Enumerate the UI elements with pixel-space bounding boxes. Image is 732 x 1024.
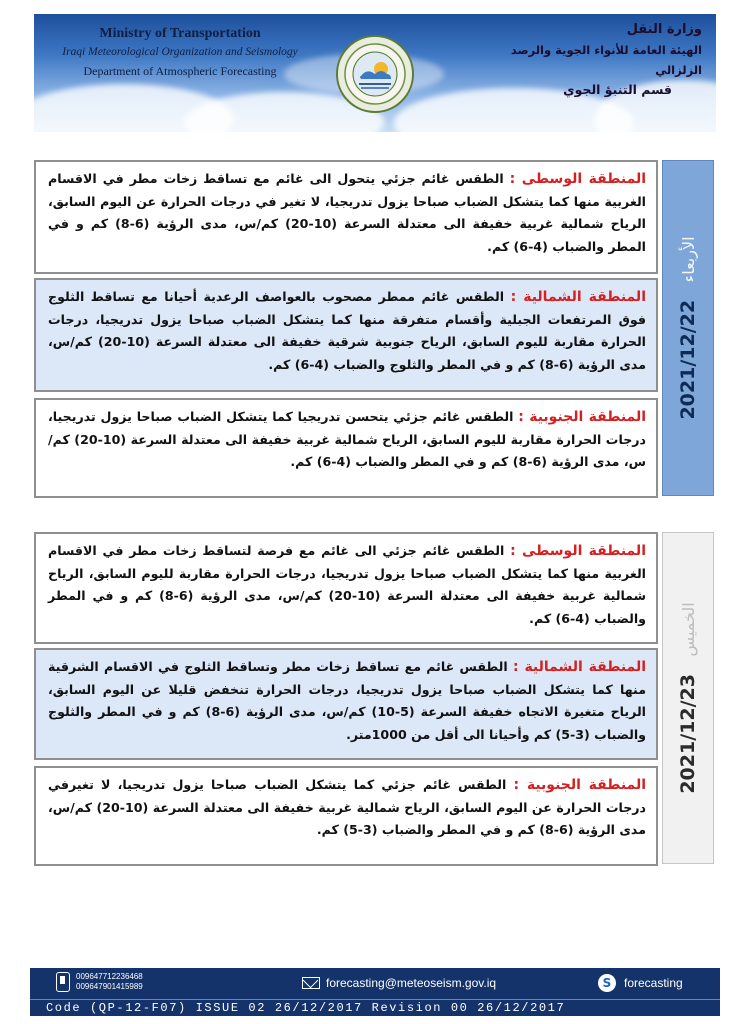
phone-number: 009647901415989	[76, 982, 143, 991]
footer-divider	[30, 999, 720, 1000]
forecast-northern-region	[34, 648, 658, 760]
header-arabic	[472, 20, 702, 100]
phone-icon	[56, 972, 70, 992]
footer	[30, 968, 720, 1016]
skype-icon: S	[598, 974, 616, 992]
forecast-text: الطقس غائم جزئي الى غائم مع فرصة لتساقط زخات مطر في الاقسام الغربية منها كما يتشكل الضباب صباحا يزول تدريجيا، درجات الحرارة مقاربة لليوم السابق، الرياح شمالية غربية خفيفة الى معتدلة السرعة (10-20) كم/س، مدى الرؤية (6-8) كم و في المطر والضباب (4-6) كم.	[48, 543, 646, 626]
phone-numbers	[76, 972, 143, 992]
weekday-text: الخميس	[679, 602, 698, 657]
forecast-text: الطقس غائم جزئي كما يتشكل الضباب صباحا يزول تدريجيا، لا تغيرفي درجات الحرارة عن اليوم السابق، الرياح شمالية غربية خفيفة الى معتدلة السرعة (10-20) كم/س، مدى الرؤية (6-8) كم و في المطر والضباب (3-5) كم.	[48, 777, 646, 837]
region-name: المنطقة الشمالية :	[510, 289, 646, 305]
organization-name-ar: الهيئة العامة للأنواء الجوية والرصد الزلزالي	[510, 43, 702, 77]
forecast-text: الطقس غائم جزئي يتحسن تدريجيا كما يتشكل الضباب صباحا يزول تدريجيا، درجات الحرارة مقاربة لليوم السابق، الرياح شمالية غربية خفيفة الى معتدلة السرعة (10-20) كم/س، مدى الرؤية (6-8) كم و في المطر والضباب (4-6) كم.	[48, 409, 646, 469]
department-name-en: Department of Atmospheric Forecasting	[83, 64, 277, 78]
forecast-day-1	[34, 160, 714, 500]
forecast-text: الطقس غائم مع تساقط زخات مطر وتساقط الثلوج في الاقسام الشرقية منها كما يتشكل الضباب صباحا يزول تدريجيا، درجات الحرارة تنخفض قليلا عن اليوم السابق، الرياح متغيرة الاتجاه خفيفة السرعة (5-10) كم/س، مدى الرؤية (6-8) كم و في المطر والثلوج والضباب (3-5) كم وأحيانا الى أقل من 1000متر.	[48, 659, 647, 742]
forecast-southern-region	[34, 766, 658, 866]
logo-emblem	[335, 34, 415, 114]
forecast-text: الطقس غائم جزئي يتحول الى غائم مع تساقط زخات مطر في الاقسام الغربية منها كما يتشكل الضباب صباحا يزول تدريجيا، لا تغير في درجات الحرارة عن اليوم السابق، الرياح شمالية غربية خفيفة الى معتدلة السرعة (10-20) كم/س، مدى الرؤية (6-8) كم و في المطر والضباب (4-6) كم.	[48, 171, 646, 254]
date-label	[677, 602, 699, 793]
forecast-text: الطقس غائم ممطر مصحوب بالعواصف الرعدية أحيانا مع تساقط الثلوج فوق المرتفعات الجبلية وأقسام متفرقة منها كما يتشكل الضباب صباحا يزول تدريجيا، درجات الحرارة مقاربة لليوم السابق، الرياح جنوبية شرقية خفيفة الى معتدلة السرعة (10-20) كم/س، مدى الرؤية (6-8) كم و في المطر والثلوج والضباب (4-6) كم.	[48, 289, 646, 372]
region-name: المنطقة الجنوبية :	[513, 777, 646, 793]
region-name: المنطقة الوسطى :	[510, 543, 646, 559]
date-bar	[662, 532, 714, 864]
ministry-name-ar: وزارة النقل	[626, 22, 702, 37]
header-english	[50, 24, 310, 81]
email-link[interactable]: forecasting@meteoseism.gov.iq	[326, 976, 497, 990]
forecast-northern-region	[34, 278, 658, 392]
department-name-ar: قسم التنبؤ الجوي	[563, 82, 672, 97]
forecast-southern-region	[34, 398, 658, 498]
document-code: Code (QP-12-F07) ISSUE 02 26/12/2017 Revision 00 26/12/2017	[46, 1001, 566, 1015]
forecast-central-region	[34, 160, 658, 274]
mail-icon	[302, 977, 320, 989]
header-banner	[34, 14, 716, 132]
organization-name-en: Iraqi Meteorological Organization and Seismology	[62, 46, 298, 58]
weekday-text: الأربعاء	[679, 236, 698, 283]
ministry-name-en: Ministry of Transportation	[99, 26, 261, 41]
date-text: 2021/12/22	[677, 299, 699, 420]
region-name: المنطقة الوسطى :	[509, 171, 647, 187]
region-name: المنطقة الشمالية :	[513, 659, 646, 675]
date-text: 2021/12/23	[677, 674, 699, 794]
region-name: المنطقة الجنوبية :	[518, 409, 647, 425]
date-bar	[662, 160, 714, 496]
forecast-central-region	[34, 532, 658, 644]
phone-number: 009647712236468	[76, 972, 143, 981]
date-label	[677, 236, 699, 419]
forecast-day-2	[34, 532, 714, 866]
skype-id[interactable]: forecasting	[624, 976, 683, 990]
